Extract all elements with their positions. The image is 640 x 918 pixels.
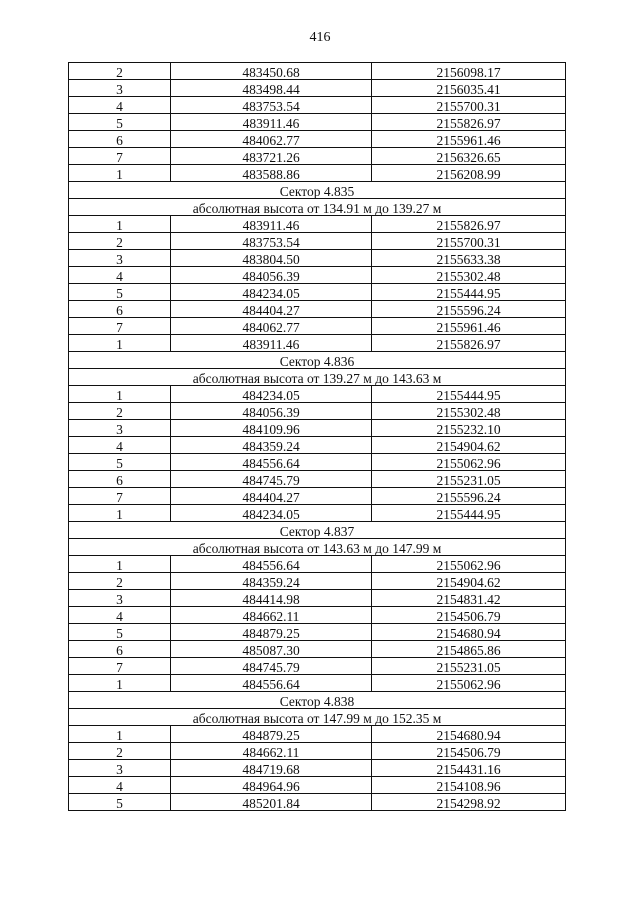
- coordinate-x: 484056.39: [171, 403, 372, 420]
- page-number: 416: [309, 30, 331, 45]
- table-row: [69, 641, 566, 658]
- coordinate-y: 2154865.86: [372, 641, 566, 658]
- table-row: [69, 301, 566, 318]
- point-number: 1: [69, 335, 171, 352]
- coordinate-y: 2154680.94: [372, 726, 566, 743]
- sector-title-row: [69, 182, 566, 199]
- coordinate-y: 2156208.99: [372, 165, 566, 182]
- point-number: 7: [69, 658, 171, 675]
- point-number: 6: [69, 471, 171, 488]
- sector-subtitle-row: [69, 539, 566, 556]
- table-row: [69, 335, 566, 352]
- point-number: 7: [69, 148, 171, 165]
- coordinate-x: 484414.98: [171, 590, 372, 607]
- table-row: [69, 777, 566, 794]
- table-row: [69, 403, 566, 420]
- coordinate-x: 483498.44: [171, 80, 372, 97]
- coordinate-y: 2156098.17: [372, 63, 566, 80]
- coordinate-x: 484556.64: [171, 675, 372, 692]
- coordinate-y: 2155700.31: [372, 97, 566, 114]
- table-row: [69, 165, 566, 182]
- coordinate-x: 483753.54: [171, 233, 372, 250]
- coordinate-x: 484879.25: [171, 726, 372, 743]
- point-number: 4: [69, 437, 171, 454]
- coordinate-x: 483911.46: [171, 216, 372, 233]
- coordinate-x: 483753.54: [171, 97, 372, 114]
- sector-subtitle-row: [69, 709, 566, 726]
- point-number: 3: [69, 420, 171, 437]
- sector-altitude-range: абсолютная высота от 147.99 м до 152.35 м: [69, 709, 566, 726]
- point-number: 7: [69, 488, 171, 505]
- coordinate-y: 2154904.62: [372, 437, 566, 454]
- table-row: [69, 760, 566, 777]
- coordinate-x: 484056.39: [171, 267, 372, 284]
- sector-subtitle-row: [69, 369, 566, 386]
- coordinate-y: 2155231.05: [372, 658, 566, 675]
- coordinate-y: 2155302.48: [372, 267, 566, 284]
- coordinate-y: 2154298.92: [372, 794, 566, 811]
- point-number: 5: [69, 794, 171, 811]
- coordinate-x: 483721.26: [171, 148, 372, 165]
- point-number: 7: [69, 318, 171, 335]
- coordinate-y: 2155633.38: [372, 250, 566, 267]
- coordinate-x: 484745.79: [171, 658, 372, 675]
- point-number: 3: [69, 250, 171, 267]
- coordinate-y: 2155062.96: [372, 675, 566, 692]
- coordinate-x: 484404.27: [171, 488, 372, 505]
- coordinate-y: 2155826.97: [372, 114, 566, 131]
- table-row: [69, 114, 566, 131]
- table-row: [69, 284, 566, 301]
- point-number: 3: [69, 80, 171, 97]
- coordinate-x: 483911.46: [171, 114, 372, 131]
- sector-title: Сектор 4.838: [69, 692, 566, 709]
- coordinate-x: 484964.96: [171, 777, 372, 794]
- coordinate-x: 483911.46: [171, 335, 372, 352]
- point-number: 4: [69, 97, 171, 114]
- coordinate-y: 2156035.41: [372, 80, 566, 97]
- coordinate-x: 484234.05: [171, 284, 372, 301]
- point-number: 2: [69, 743, 171, 760]
- coordinates-table: [68, 62, 566, 811]
- coordinate-y: 2155232.10: [372, 420, 566, 437]
- coordinate-y: 2154108.96: [372, 777, 566, 794]
- coordinate-y: 2155444.95: [372, 386, 566, 403]
- coordinate-y: 2155700.31: [372, 233, 566, 250]
- sector-altitude-range: абсолютная высота от 143.63 м до 147.99 м: [69, 539, 566, 556]
- coordinate-x: 483588.86: [171, 165, 372, 182]
- table-row: [69, 658, 566, 675]
- table-row: [69, 386, 566, 403]
- point-number: 4: [69, 777, 171, 794]
- coordinate-x: 484662.11: [171, 743, 372, 760]
- coordinate-y: 2154680.94: [372, 624, 566, 641]
- coordinate-x: 483450.68: [171, 63, 372, 80]
- point-number: 3: [69, 760, 171, 777]
- coordinate-y: 2155826.97: [372, 335, 566, 352]
- coordinate-x: 484745.79: [171, 471, 372, 488]
- table-row: [69, 437, 566, 454]
- table-row: [69, 97, 566, 114]
- coordinate-y: 2154506.79: [372, 743, 566, 760]
- coordinate-y: 2154904.62: [372, 573, 566, 590]
- table-row: [69, 726, 566, 743]
- point-number: 5: [69, 624, 171, 641]
- table-row: [69, 590, 566, 607]
- table-row: [69, 233, 566, 250]
- table-row: [69, 420, 566, 437]
- coordinate-y: 2155961.46: [372, 318, 566, 335]
- table-row: [69, 148, 566, 165]
- coordinate-x: 484234.05: [171, 505, 372, 522]
- coordinate-x: 484234.05: [171, 386, 372, 403]
- table-row: [69, 63, 566, 80]
- sector-title: Сектор 4.836: [69, 352, 566, 369]
- point-number: 1: [69, 386, 171, 403]
- coordinate-y: 2154431.16: [372, 760, 566, 777]
- coordinate-x: 483804.50: [171, 250, 372, 267]
- table-row: [69, 267, 566, 284]
- table-row: [69, 743, 566, 760]
- table-row: [69, 131, 566, 148]
- sector-title: Сектор 4.837: [69, 522, 566, 539]
- table-row: [69, 216, 566, 233]
- sector-subtitle-row: [69, 199, 566, 216]
- point-number: 2: [69, 63, 171, 80]
- table-row: [69, 250, 566, 267]
- point-number: 2: [69, 233, 171, 250]
- coordinate-y: 2155961.46: [372, 131, 566, 148]
- coordinate-y: 2155444.95: [372, 284, 566, 301]
- table-row: [69, 471, 566, 488]
- coordinate-x: 484879.25: [171, 624, 372, 641]
- coordinate-y: 2155062.96: [372, 556, 566, 573]
- table-row: [69, 573, 566, 590]
- coordinate-y: 2155596.24: [372, 301, 566, 318]
- point-number: 1: [69, 165, 171, 182]
- table-row: [69, 80, 566, 97]
- coordinates-table-body: [69, 63, 566, 811]
- sector-altitude-range: абсолютная высота от 134.91 м до 139.27 м: [69, 199, 566, 216]
- sector-title-row: [69, 522, 566, 539]
- point-number: 6: [69, 131, 171, 148]
- coordinate-x: 484404.27: [171, 301, 372, 318]
- coordinate-x: 484556.64: [171, 556, 372, 573]
- coordinate-y: 2156326.65: [372, 148, 566, 165]
- point-number: 4: [69, 267, 171, 284]
- coordinate-x: 485201.84: [171, 794, 372, 811]
- point-number: 6: [69, 301, 171, 318]
- coordinate-x: 484062.77: [171, 318, 372, 335]
- sector-altitude-range: абсолютная высота от 139.27 м до 143.63 м: [69, 369, 566, 386]
- table-row: [69, 505, 566, 522]
- point-number: 5: [69, 284, 171, 301]
- coordinate-y: 2155826.97: [372, 216, 566, 233]
- coordinate-y: 2154831.42: [372, 590, 566, 607]
- point-number: 5: [69, 114, 171, 131]
- sector-title: Сектор 4.835: [69, 182, 566, 199]
- sector-title-row: [69, 352, 566, 369]
- coordinate-x: 484719.68: [171, 760, 372, 777]
- table-row: [69, 607, 566, 624]
- table-row: [69, 488, 566, 505]
- point-number: 2: [69, 403, 171, 420]
- point-number: 1: [69, 216, 171, 233]
- table-row: [69, 556, 566, 573]
- coordinate-y: 2155231.05: [372, 471, 566, 488]
- coordinate-x: 484662.11: [171, 607, 372, 624]
- coordinate-y: 2155596.24: [372, 488, 566, 505]
- coordinate-x: 484109.96: [171, 420, 372, 437]
- point-number: 6: [69, 641, 171, 658]
- coordinate-y: 2154506.79: [372, 607, 566, 624]
- point-number: 4: [69, 607, 171, 624]
- table-row: [69, 318, 566, 335]
- coordinate-x: 484062.77: [171, 131, 372, 148]
- table-row: [69, 794, 566, 811]
- point-number: 5: [69, 454, 171, 471]
- table-row: [69, 454, 566, 471]
- point-number: 1: [69, 726, 171, 743]
- coordinate-y: 2155302.48: [372, 403, 566, 420]
- table-row: [69, 624, 566, 641]
- point-number: 1: [69, 675, 171, 692]
- coordinate-x: 484556.64: [171, 454, 372, 471]
- point-number: 1: [69, 556, 171, 573]
- point-number: 2: [69, 573, 171, 590]
- point-number: 3: [69, 590, 171, 607]
- sector-title-row: [69, 692, 566, 709]
- coordinate-y: 2155444.95: [372, 505, 566, 522]
- coordinate-x: 484359.24: [171, 437, 372, 454]
- point-number: 1: [69, 505, 171, 522]
- coordinate-x: 484359.24: [171, 573, 372, 590]
- table-row: [69, 675, 566, 692]
- coordinate-x: 485087.30: [171, 641, 372, 658]
- coordinate-y: 2155062.96: [372, 454, 566, 471]
